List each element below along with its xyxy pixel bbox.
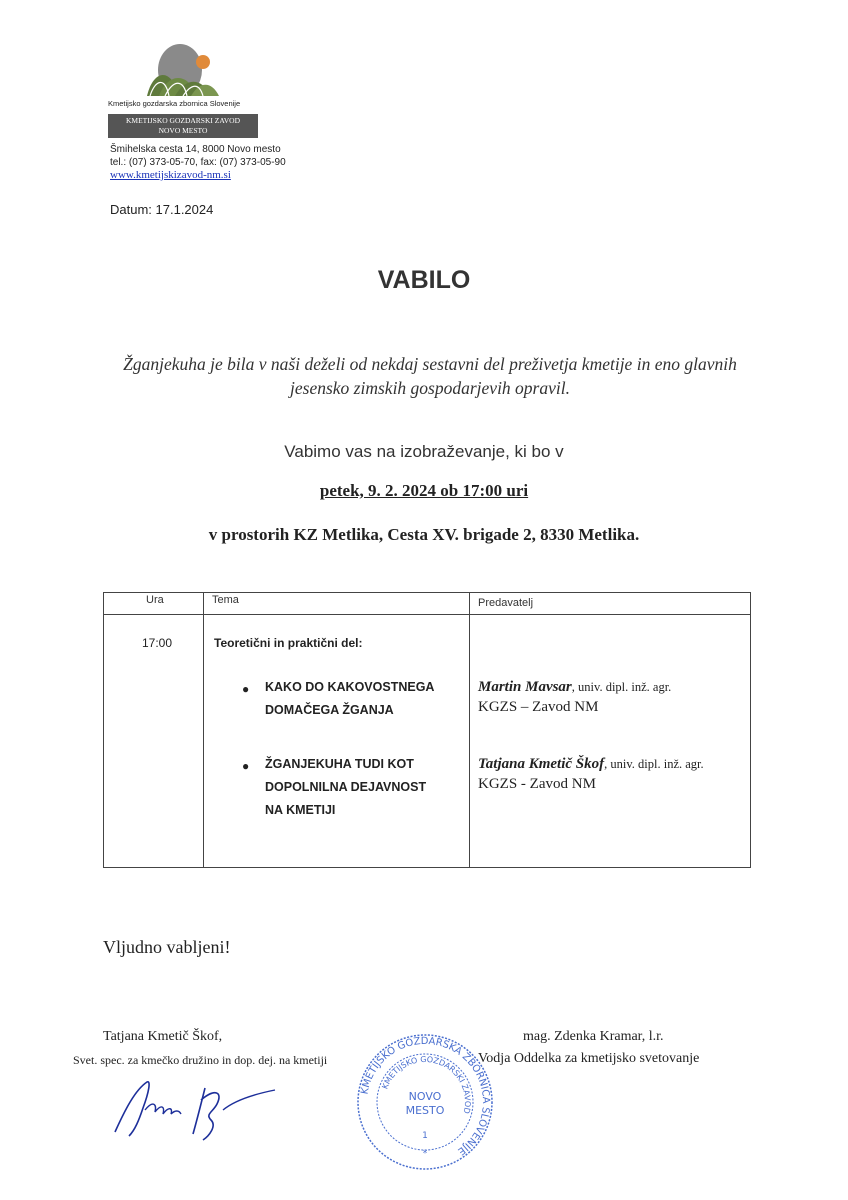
org-name: Kmetijsko gozdarska zbornica Slovenije xyxy=(108,99,241,108)
signer-left-name: Tatjana Kmetič Škof, xyxy=(103,1029,223,1044)
column-divider xyxy=(469,593,470,867)
closing-text: Vljudno vabljeni! xyxy=(103,937,231,957)
bullet-icon: ● xyxy=(242,682,250,696)
topic-2-line: DOPOLNILNA DEJAVNOST xyxy=(265,780,427,794)
signer-left-role: Svet. spec. za kmečko družino in dop. dej. na kmetiji xyxy=(73,1053,328,1067)
phone-fax: tel.: (07) 373-05-70, fax: (07) 373-05-90 xyxy=(110,157,286,168)
organization-logo xyxy=(145,40,225,96)
lecturer-1-name: Martin Mavsar xyxy=(478,679,572,695)
intro-paragraph: Žganjekuha je bila v naši deželi od nekdaj sestavni del preživetja kmetije in eno glavnih jesensko zimskih gospodarjevih opravil. xyxy=(123,354,737,398)
lecturer-2-org: KGZS - Zavod NM xyxy=(478,776,596,792)
header-time: Ura xyxy=(146,594,164,606)
section-title: Teoretični in praktični del: xyxy=(214,636,363,650)
program-table xyxy=(103,592,751,868)
website-link[interactable]: www.kmetijskizavod-nm.si xyxy=(110,169,231,181)
stamp-number: 1 xyxy=(422,1131,428,1141)
session-time: 17:00 xyxy=(142,636,173,650)
department-name: KMETIJSKO GOZDARSKI ZAVOD xyxy=(125,116,241,125)
department-banner xyxy=(108,114,258,138)
contact-block xyxy=(110,143,286,182)
signer-right-name: mag. Zdenka Kramar, l.r. xyxy=(523,1029,664,1044)
header-divider xyxy=(104,614,750,615)
event-location: v prostorih KZ Metlika, Cesta XV. brigade 2, 8330 Metlika. xyxy=(208,525,640,544)
signer-right-role: Vodja Oddelka za kmetijsko svetovanje xyxy=(478,1051,700,1066)
handwritten-signature xyxy=(105,1070,285,1145)
lecturer-1-title: , univ. dipl. inž. agr. xyxy=(571,680,672,694)
lecturer-1 xyxy=(478,677,671,717)
lecturer-2 xyxy=(478,754,704,794)
address: Šmihelska cesta 14, 8000 Novo mesto xyxy=(110,144,281,155)
topic-2 xyxy=(265,753,426,822)
page-title: VABILO xyxy=(377,266,471,294)
document-date: Datum: 17.1.2024 xyxy=(110,202,214,217)
stamp-ring-path: KMETIJSKO GOZDARSKA ZBORNICA SLOVENIJE xyxy=(359,1035,492,1157)
stamp-city-2: MESTO xyxy=(405,1104,445,1117)
event-datetime xyxy=(0,481,848,501)
stamp-inner-path: KMETIJSKO GOZDARSKI ZAVOD xyxy=(380,1054,473,1115)
stamp-star-icon: * xyxy=(422,1149,428,1159)
lecturer-2-title: , univ. dipl. inž. agr. xyxy=(604,757,704,771)
department-city: NOVO MESTO xyxy=(158,126,208,135)
topic-2-line: ŽGANJEKUHA TUDI KOT xyxy=(265,757,414,771)
invite-text: Vabimo vas na izobraževanje, ki bo v xyxy=(284,442,564,461)
official-stamp xyxy=(355,1032,495,1172)
header-lecturer: Predavatelj xyxy=(478,597,534,609)
topic-1 xyxy=(265,676,434,722)
header-topic: Tema xyxy=(212,594,239,606)
lecturer-2-name: Tatjana Kmetič Škof xyxy=(478,756,605,772)
column-divider xyxy=(203,593,204,867)
event-datetime-text: petek, 9. 2. 2024 ob 17:00 uri xyxy=(319,481,529,500)
lecturer-1-org: KGZS – Zavod NM xyxy=(478,699,599,715)
topic-1-line: DOMAČEGA ŽGANJA xyxy=(265,703,394,717)
topic-2-line: NA KMETIJI xyxy=(265,803,336,817)
stamp-city-1: NOVO xyxy=(408,1090,442,1103)
bullet-icon: ● xyxy=(242,759,250,773)
topic-1-line: KAKO DO KAKOVOSTNEGA xyxy=(265,680,435,694)
